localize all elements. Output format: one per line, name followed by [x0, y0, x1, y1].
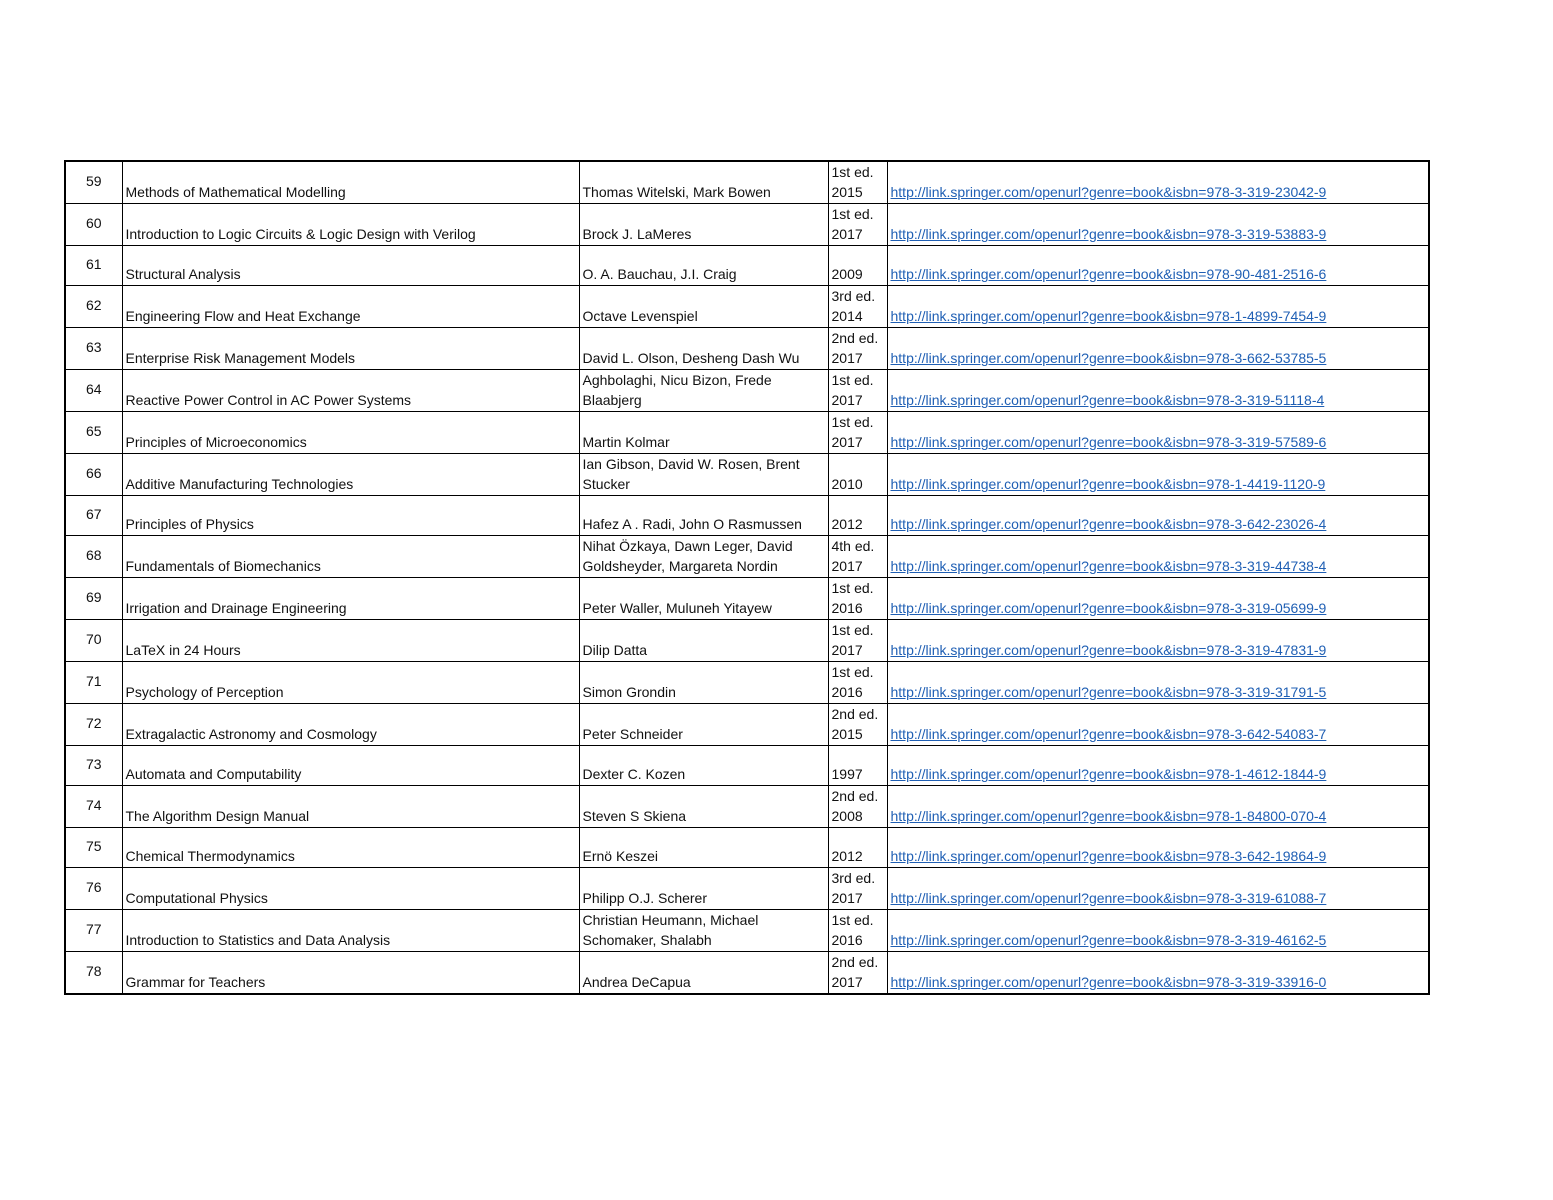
book-link-cell	[887, 536, 1429, 578]
book-edition: 1st ed. 2015	[828, 161, 887, 204]
book-title: Additive Manufacturing Technologies	[122, 454, 579, 496]
book-link[interactable]: http://link.springer.com/openurl?genre=book&isbn=978-1-4612-1844-9	[890, 766, 1327, 782]
book-link[interactable]: http://link.springer.com/openurl?genre=book&isbn=978-3-319-31791-5	[890, 684, 1327, 700]
book-title: Fundamentals of Biomechanics	[122, 536, 579, 578]
row-number: 72	[65, 704, 122, 746]
book-title: The Algorithm Design Manual	[122, 786, 579, 828]
table-row	[65, 496, 1429, 536]
row-number: 61	[65, 246, 122, 286]
book-edition: 1st ed. 2017	[828, 620, 887, 662]
row-number: 75	[65, 828, 122, 868]
book-title: Introduction to Statistics and Data Analysis	[122, 910, 579, 952]
book-authors: O. A. Bauchau, J.I. Craig	[579, 246, 828, 286]
book-link-cell	[887, 286, 1429, 328]
book-authors: Thomas Witelski, Mark Bowen	[579, 161, 828, 204]
book-edition: 2nd ed. 2017	[828, 952, 887, 995]
book-authors: Philipp O.J. Scherer	[579, 868, 828, 910]
book-link-cell	[887, 620, 1429, 662]
book-title: Principles of Physics	[122, 496, 579, 536]
book-title: Principles of Microeconomics	[122, 412, 579, 454]
book-edition: 2nd ed. 2015	[828, 704, 887, 746]
book-link[interactable]: http://link.springer.com/openurl?genre=book&isbn=978-3-642-19864-9	[890, 848, 1327, 864]
book-link[interactable]: http://link.springer.com/openurl?genre=book&isbn=978-3-319-46162-5	[890, 932, 1327, 948]
table-row	[65, 370, 1429, 412]
row-number: 67	[65, 496, 122, 536]
book-title: Automata and Computability	[122, 746, 579, 786]
book-authors: Ian Gibson, David W. Rosen, Brent Stucker	[579, 454, 828, 496]
row-number: 73	[65, 746, 122, 786]
book-link-cell	[887, 910, 1429, 952]
book-list-table	[64, 160, 1430, 995]
book-link-cell	[887, 828, 1429, 868]
book-link-cell	[887, 454, 1429, 496]
row-number: 74	[65, 786, 122, 828]
book-edition: 1st ed. 2016	[828, 578, 887, 620]
book-authors: Martin Kolmar	[579, 412, 828, 454]
book-link-cell	[887, 746, 1429, 786]
book-title: Computational Physics	[122, 868, 579, 910]
book-authors: Christian Heumann, Michael Schomaker, Shalabh	[579, 910, 828, 952]
book-title: Chemical Thermodynamics	[122, 828, 579, 868]
table-row	[65, 910, 1429, 952]
book-link-cell	[887, 328, 1429, 370]
table-row	[65, 204, 1429, 246]
row-number: 59	[65, 161, 122, 204]
book-link[interactable]: http://link.springer.com/openurl?genre=book&isbn=978-3-642-54083-7	[890, 726, 1327, 742]
book-authors: Peter Waller, Muluneh Yitayew	[579, 578, 828, 620]
table-row	[65, 454, 1429, 496]
book-link[interactable]: http://link.springer.com/openurl?genre=book&isbn=978-1-4899-7454-9	[890, 308, 1327, 324]
book-link[interactable]: http://link.springer.com/openurl?genre=book&isbn=978-3-319-61088-7	[890, 890, 1327, 906]
book-authors: David L. Olson, Desheng Dash Wu	[579, 328, 828, 370]
table-row	[65, 952, 1429, 995]
book-link-cell	[887, 868, 1429, 910]
table-row	[65, 412, 1429, 454]
book-link-cell	[887, 704, 1429, 746]
row-number: 62	[65, 286, 122, 328]
table-row	[65, 746, 1429, 786]
book-authors: Aghbolaghi, Nicu Bizon, Frede Blaabjerg	[579, 370, 828, 412]
book-link[interactable]: http://link.springer.com/openurl?genre=book&isbn=978-3-642-23026-4	[890, 516, 1327, 532]
book-link[interactable]: http://link.springer.com/openurl?genre=book&isbn=978-3-319-53883-9	[890, 226, 1327, 242]
row-number: 65	[65, 412, 122, 454]
book-edition: 3rd ed. 2014	[828, 286, 887, 328]
book-link-cell	[887, 786, 1429, 828]
book-authors: Dilip Datta	[579, 620, 828, 662]
book-link[interactable]: http://link.springer.com/openurl?genre=book&isbn=978-90-481-2516-6	[890, 266, 1327, 282]
table-row	[65, 161, 1429, 204]
book-authors: Brock J. LaMeres	[579, 204, 828, 246]
book-link[interactable]: http://link.springer.com/openurl?genre=book&isbn=978-3-319-47831-9	[890, 642, 1327, 658]
book-authors: Hafez A . Radi, John O Rasmussen	[579, 496, 828, 536]
book-edition: 2nd ed. 2017	[828, 328, 887, 370]
book-link[interactable]: http://link.springer.com/openurl?genre=book&isbn=978-3-319-51118-4	[890, 392, 1325, 408]
book-edition: 2009	[828, 246, 887, 286]
book-edition: 1st ed. 2017	[828, 370, 887, 412]
book-edition: 2012	[828, 828, 887, 868]
book-title: Irrigation and Drainage Engineering	[122, 578, 579, 620]
book-link-cell	[887, 952, 1429, 995]
row-number: 60	[65, 204, 122, 246]
book-link-cell	[887, 662, 1429, 704]
table-row	[65, 828, 1429, 868]
table-row	[65, 536, 1429, 578]
book-link[interactable]: http://link.springer.com/openurl?genre=book&isbn=978-3-319-57589-6	[890, 434, 1327, 450]
book-link[interactable]: http://link.springer.com/openurl?genre=book&isbn=978-1-84800-070-4	[890, 808, 1327, 824]
book-link[interactable]: http://link.springer.com/openurl?genre=book&isbn=978-3-319-33916-0	[890, 974, 1327, 990]
book-edition: 2nd ed. 2008	[828, 786, 887, 828]
book-link-cell	[887, 496, 1429, 536]
book-authors: Andrea DeCapua	[579, 952, 828, 995]
book-link[interactable]: http://link.springer.com/openurl?genre=book&isbn=978-3-662-53785-5	[890, 350, 1327, 366]
book-title: Introduction to Logic Circuits & Logic Design with Verilog	[122, 204, 579, 246]
book-edition: 1st ed. 2016	[828, 662, 887, 704]
book-authors: Dexter C. Kozen	[579, 746, 828, 786]
book-title: LaTeX in 24 Hours	[122, 620, 579, 662]
row-number: 71	[65, 662, 122, 704]
book-authors: Steven S Skiena	[579, 786, 828, 828]
book-link[interactable]: http://link.springer.com/openurl?genre=book&isbn=978-3-319-05699-9	[890, 600, 1327, 616]
book-edition: 1st ed. 2017	[828, 204, 887, 246]
book-title: Methods of Mathematical Modelling	[122, 161, 579, 204]
row-number: 78	[65, 952, 122, 995]
book-title: Extragalactic Astronomy and Cosmology	[122, 704, 579, 746]
table-row	[65, 286, 1429, 328]
row-number: 69	[65, 578, 122, 620]
table-row	[65, 620, 1429, 662]
book-link-cell	[887, 412, 1429, 454]
book-title: Psychology of Perception	[122, 662, 579, 704]
book-authors: Ernö Keszei	[579, 828, 828, 868]
book-link-cell	[887, 161, 1429, 204]
book-edition: 3rd ed. 2017	[828, 868, 887, 910]
row-number: 77	[65, 910, 122, 952]
book-link[interactable]: http://link.springer.com/openurl?genre=book&isbn=978-1-4419-1120-9	[890, 476, 1326, 492]
book-edition: 1st ed. 2016	[828, 910, 887, 952]
book-edition: 1st ed. 2017	[828, 412, 887, 454]
row-number: 68	[65, 536, 122, 578]
book-link-cell	[887, 204, 1429, 246]
book-link-cell	[887, 370, 1429, 412]
table-row	[65, 328, 1429, 370]
table-row	[65, 246, 1429, 286]
book-title: Enterprise Risk Management Models	[122, 328, 579, 370]
book-authors: Peter Schneider	[579, 704, 828, 746]
row-number: 63	[65, 328, 122, 370]
book-edition: 2010	[828, 454, 887, 496]
book-edition: 1997	[828, 746, 887, 786]
book-link-cell	[887, 246, 1429, 286]
book-title: Grammar for Teachers	[122, 952, 579, 995]
row-number: 76	[65, 868, 122, 910]
row-number: 66	[65, 454, 122, 496]
book-title: Reactive Power Control in AC Power Systems	[122, 370, 579, 412]
book-edition: 2012	[828, 496, 887, 536]
table-row	[65, 786, 1429, 828]
table-row	[65, 578, 1429, 620]
table-row	[65, 704, 1429, 746]
row-number: 64	[65, 370, 122, 412]
row-number: 70	[65, 620, 122, 662]
book-authors: Octave Levenspiel	[579, 286, 828, 328]
book-link[interactable]: http://link.springer.com/openurl?genre=book&isbn=978-3-319-23042-9	[890, 184, 1327, 200]
book-title: Engineering Flow and Heat Exchange	[122, 286, 579, 328]
book-title: Structural Analysis	[122, 246, 579, 286]
book-edition: 4th ed. 2017	[828, 536, 887, 578]
book-list-body	[65, 161, 1429, 994]
book-authors: Simon Grondin	[579, 662, 828, 704]
book-link[interactable]: http://link.springer.com/openurl?genre=book&isbn=978-3-319-44738-4	[890, 558, 1327, 574]
book-authors: Nihat Özkaya, Dawn Leger, David Goldsheyder, Margareta Nordin	[579, 536, 828, 578]
book-link-cell	[887, 578, 1429, 620]
table-row	[65, 868, 1429, 910]
table-row	[65, 662, 1429, 704]
